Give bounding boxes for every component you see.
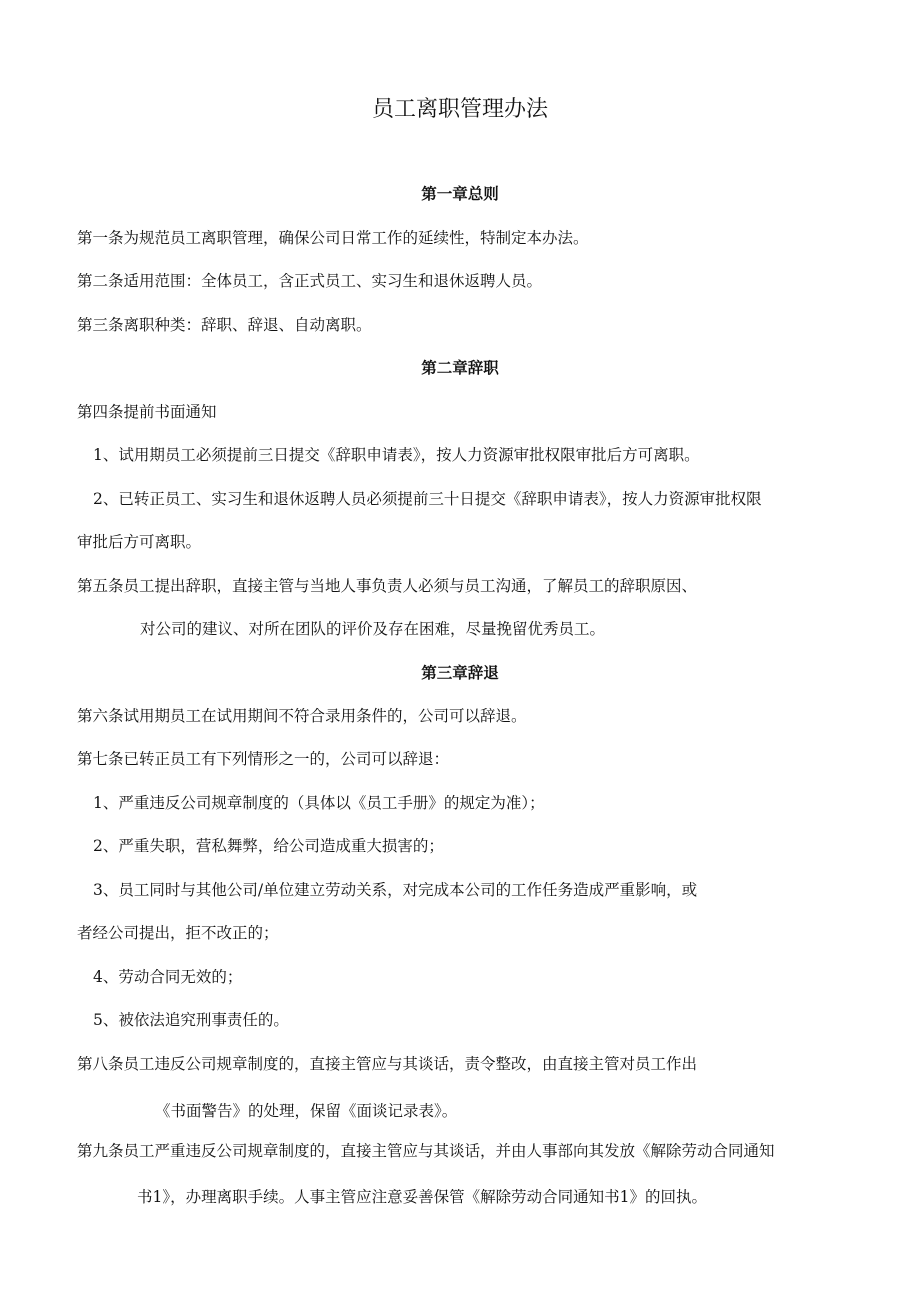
chapter-1-heading: 第一章总则 (421, 184, 499, 203)
article-7-item-4: 4、劳动合同无效的； (93, 968, 243, 986)
article-5: 第五条员工提出辞职，直接主管与当地人事负责人必须与员工沟通，了解员工的辞职原因、 (77, 577, 698, 595)
article-3: 第三条离职种类：辞职、辞退、自动离职。 (77, 316, 372, 334)
article-8-continuation: 《书面警告》的处理，保留《面谈记录表》。 (155, 1102, 458, 1120)
article-7-item-2: 2、严重失职，营私舞弊，给公司造成重大损害的； (93, 837, 444, 855)
article-2: 第二条适用范围：全体员工，含正式员工、实习生和退休返聘人员。 (77, 272, 543, 290)
article-7-item-5: 5、被依法追究刑事责任的。 (93, 1011, 289, 1029)
chapter-2-heading: 第二章辞职 (421, 358, 499, 377)
article-1: 第一条为规范员工离职管理，确保公司日常工作的延续性，特制定本办法。 (77, 229, 589, 247)
article-7: 第七条已转正员工有下列情形之一的，公司可以辞退： (77, 750, 450, 768)
article-9: 第九条员工严重违反公司规章制度的，直接主管应与其谈话，并由人事部向其发放《解除劳动合同通知 (77, 1142, 775, 1160)
article-4-item-2: 2、已转正员工、实习生和退休返聘人员必须提前三十日提交《辞职申请表》，按人力资源审批权限 (93, 490, 762, 508)
article-4: 第四条提前书面通知 (77, 403, 217, 421)
document-title: 员工离职管理办法 (371, 97, 548, 122)
article-6: 第六条试用期员工在试用期间不符合录用条件的，公司可以辞退。 (77, 707, 527, 725)
article-4-item-1: 1、试用期员工必须提前三日提交《辞职申请表》，按人力资源审批权限审批后方可离职。 (93, 446, 700, 464)
article-4-item-2-continuation: 审批后方可离职。 (77, 533, 202, 551)
article-8: 第八条员工违反公司规章制度的，直接主管应与其谈话，责令整改，由直接主管对员工作出 (77, 1055, 698, 1073)
article-7-item-1: 1、严重违反公司规章制度的（具体以《员工手册》的规定为准）； (93, 794, 545, 812)
article-5-continuation: 对公司的建议、对所在团队的评价及存在困难，尽量挽留优秀员工。 (140, 620, 606, 638)
article-7-item-3-continuation: 者经公司提出，拒不改正的； (77, 924, 279, 942)
chapter-3-heading: 第三章辞退 (421, 663, 499, 682)
article-7-item-3: 3、员工同时与其他公司/单位建立劳动关系，对完成本公司的工作任务造成严重影响，或 (93, 881, 698, 899)
article-9-continuation: 书1》，办理离职手续。人事主管应注意妥善保管《解除劳动合同通知书1》的回执。 (137, 1188, 707, 1206)
